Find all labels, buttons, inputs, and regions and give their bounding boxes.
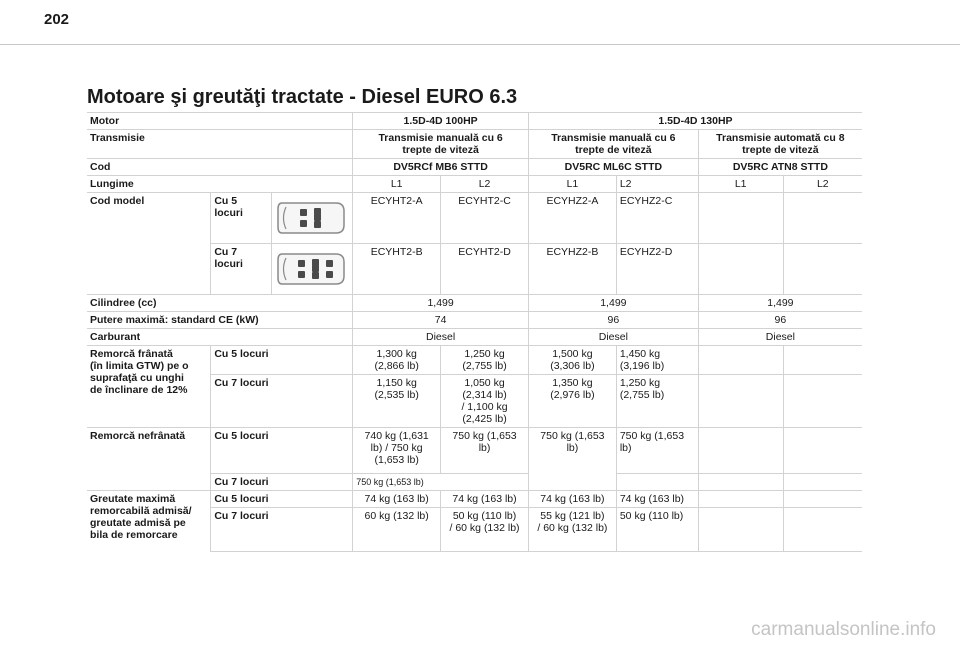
braked-5-4: 1,450 kg (3,196 lb) (616, 346, 698, 375)
braked-5-3: 1,500 kg (3,306 lb) (528, 346, 616, 375)
length-1: L1 (353, 176, 441, 193)
braked-7-2: 1,050 kg (2,314 lb) / 1,100 kg (2,425 lb) (441, 375, 529, 428)
unbraked-5-1: 740 kg (1,631 lb) / 750 kg (1,653 lb) (353, 428, 441, 474)
transmission-2: Transmisie manuală cu 6 trepte de viteză (528, 130, 698, 159)
model-code-5-1: ECYHT2-A (353, 193, 441, 244)
empty-cell (698, 428, 783, 474)
page-number: 202 (44, 11, 70, 28)
cylinders-3: 1,499 (698, 295, 862, 312)
engine-100hp: 1.5D-4D 100HP (353, 113, 529, 130)
empty-cell (783, 491, 862, 508)
unbraked-5-3: 750 kg (1,653 lb) (528, 428, 616, 491)
braked-5-1: 1,300 kg (2,866 lb) (353, 346, 441, 375)
label-motor: Motor (87, 113, 353, 130)
braked-5-2: 1,250 kg (2,755 lb) (441, 346, 529, 375)
seat-layout-5-icon (272, 193, 353, 244)
label-remorca-franata: Remorcă frânată (în limita GTW) pe o suprafaţă cu unghi de înclinare de 12% (87, 346, 211, 428)
hitch-5-4: 74 kg (163 lb) (616, 491, 698, 508)
power-3: 96 (698, 312, 862, 329)
row-cod (87, 159, 862, 176)
label-putere: Putere maximă: standard CE (kW) (87, 312, 353, 329)
fuel-2: Diesel (528, 329, 698, 346)
unbraked-5-4: 750 kg (1,653 lb) (616, 428, 698, 474)
braked-7-4: 1,250 kg (2,755 lb) (616, 375, 698, 428)
label-braked-7-seats: Cu 7 locuri (211, 375, 353, 428)
page-title: Motoare şi greutăţi tractate - Diesel EURO 6.3 (87, 86, 518, 108)
length-4: L2 (616, 176, 698, 193)
empty-cell (783, 193, 862, 244)
empty-cell (783, 346, 862, 375)
label-unbraked-7-seats: Cu 7 locuri (211, 474, 353, 491)
empty-cell (698, 375, 783, 428)
empty-cell (783, 508, 862, 552)
row-motor (87, 113, 862, 130)
model-code-7-1: ECYHT2-B (353, 244, 441, 295)
hitch-5-2: 74 kg (163 lb) (441, 491, 529, 508)
hitch-7-2: 50 kg (110 lb) / 60 kg (132 lb) (441, 508, 529, 552)
length-5: L1 (698, 176, 783, 193)
row-hitch-5 (87, 491, 862, 508)
length-6: L2 (783, 176, 862, 193)
watermark: carmanualsonline.info (751, 619, 936, 640)
model-code-7-3: ECYHZ2-B (528, 244, 616, 295)
row-braked-5 (87, 346, 862, 375)
hitch-7-3: 55 kg (121 lb) / 60 kg (132 lb) (528, 508, 616, 552)
label-7-seats: Cu 7 locuri (211, 244, 272, 295)
row-unbraked-5 (87, 428, 862, 474)
unbraked-5-2: 750 kg (1,653 lb) (441, 428, 529, 474)
power-1: 74 (353, 312, 529, 329)
van-5-seats-icon (272, 193, 352, 243)
braked-7-3: 1,350 kg (2,976 lb) (528, 375, 616, 428)
fuel-1: Diesel (353, 329, 529, 346)
engine-130hp: 1.5D-4D 130HP (528, 113, 862, 130)
row-transmisie (87, 130, 862, 159)
model-code-7-2: ECYHT2-D (441, 244, 529, 295)
unbraked-7-value: 750 kg (1,653 lb) (353, 474, 529, 491)
engine-spec-table (87, 112, 862, 552)
model-code-5-3: ECYHZ2-A (528, 193, 616, 244)
label-5-seats: Cu 5 locuri (211, 193, 272, 244)
empty-cell (783, 428, 862, 474)
cylinders-1: 1,499 (353, 295, 529, 312)
length-3: L1 (528, 176, 616, 193)
empty-cell (698, 491, 783, 508)
code-1: DV5RCf MB6 STTD (353, 159, 529, 176)
hitch-5-1: 74 kg (163 lb) (353, 491, 441, 508)
label-remorca-nefranata: Remorcă nefrânată (87, 428, 211, 491)
row-carburant (87, 329, 862, 346)
fuel-3: Diesel (698, 329, 862, 346)
empty-cell (783, 244, 862, 295)
code-3: DV5RC ATN8 STTD (698, 159, 862, 176)
model-code-5-4: ECYHZ2-C (616, 193, 698, 244)
label-cod-model: Cod model (87, 193, 211, 295)
label-carburant: Carburant (87, 329, 353, 346)
empty-cell (698, 508, 783, 552)
label-greutate-maxima: Greutate maximă remorcabilă admisă/ greutate admisă pe bila de remorcare (87, 491, 211, 552)
empty-cell (698, 193, 783, 244)
label-transmisie: Transmisie (87, 130, 353, 159)
empty-cell (783, 375, 862, 428)
empty-cell (616, 474, 698, 491)
empty-cell (698, 346, 783, 375)
braked-7-1: 1,150 kg (2,535 lb) (353, 375, 441, 428)
van-7-seats-icon (272, 244, 352, 294)
hitch-5-3: 74 kg (163 lb) (528, 491, 616, 508)
label-braked-5-seats: Cu 5 locuri (211, 346, 353, 375)
label-lungime: Lungime (87, 176, 353, 193)
power-2: 96 (528, 312, 698, 329)
empty-cell (698, 474, 783, 491)
row-lungime (87, 176, 862, 193)
label-cod: Cod (87, 159, 353, 176)
seat-layout-7-icon (272, 244, 353, 295)
code-2: DV5RC ML6C STTD (528, 159, 698, 176)
row-model-code-5 (87, 193, 862, 244)
transmission-3: Transmisie automată cu 8 trepte de viteză (698, 130, 862, 159)
row-cilindree (87, 295, 862, 312)
label-cilindree: Cilindree (cc) (87, 295, 353, 312)
row-putere (87, 312, 862, 329)
transmission-1: Transmisie manuală cu 6 trepte de viteză (353, 130, 529, 159)
header-divider (0, 44, 960, 45)
hitch-7-1: 60 kg (132 lb) (353, 508, 441, 552)
empty-cell (783, 474, 862, 491)
length-2: L2 (441, 176, 529, 193)
hitch-7-4: 50 kg (110 lb) (616, 508, 698, 552)
label-hitch-7-seats: Cu 7 locuri (211, 508, 353, 552)
empty-cell (698, 244, 783, 295)
cylinders-2: 1,499 (528, 295, 698, 312)
label-hitch-5-seats: Cu 5 locuri (211, 491, 353, 508)
label-unbraked-5-seats: Cu 5 locuri (211, 428, 353, 474)
model-code-7-4: ECYHZ2-D (616, 244, 698, 295)
model-code-5-2: ECYHT2-C (441, 193, 529, 244)
